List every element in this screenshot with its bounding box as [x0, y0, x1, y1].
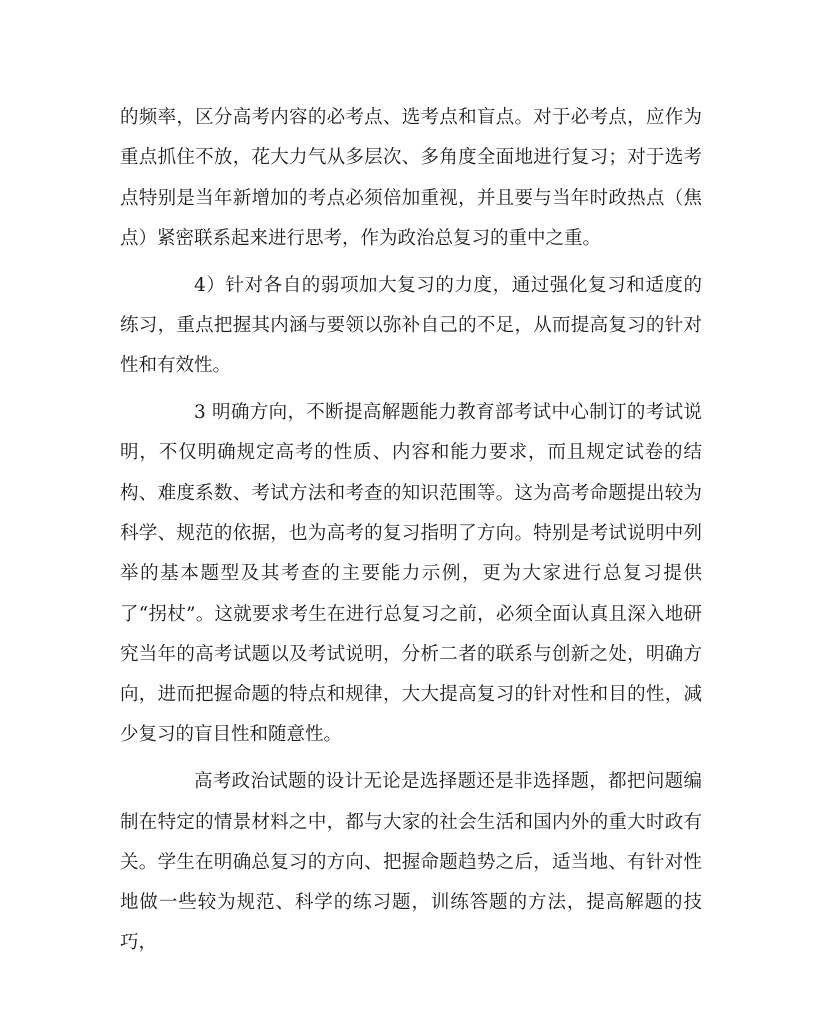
paragraph-clear-direction: 3 明确方向，不断提高解题能力教育部考试中心制订的考试说明，不仅明确规定高考的性质、内容和能力要求，而且规定试卷的结构、难度系数、考试方法和考查的知识范围等。这为高考命题提出较为科学、规范的依据，也为高考的复习指明了方向。特别是考试说明中列举的基本题型及其考查的主要能力示例，更为大家进行总复习提供了“拐杖”。这就要求考生在进行总复习之前，必须全面认真且深入地研究当年的高考试题以及考试说明，分析二者的联系与创新之处，明确方向，进而把握命题的特点和规律，大大提高复习的针对性和目的性，减少复习的盲目性和随意性。: [120, 402, 702, 746]
document-body: [120, 98, 702, 970]
paragraph-exam-design: 高考政治试题的设计无论是选择题还是非选择题，都把问题编制在特定的情景材料之中，都与大家的社会生活和国内外的重大时政有关。学生在明确总复习的方向、把握命题趋势之后，适当地、有针对性地做一些较为规范、科学的练习题，训练答题的方法，提高解题的技巧，: [120, 771, 702, 954]
paragraph-weak-areas: 4）针对各自的弱项加大复习的力度，通过强化复习和适度的练习，重点把握其内涵与要领以弥补自己的不足，从而提高复习的针对性和有效性。: [120, 274, 702, 377]
paragraph-continuation: 的频率，区分高考内容的必考点、选考点和盲点。对于必考点，应作为重点抓住不放，花大力气从多层次、多角度全面地进行复习；对于选考点特别是当年新增加的考点必须倍加重视，并且要与当年时政热点（焦点）紧密联系起来进行思考，作为政治总复习的重中之重。: [120, 107, 702, 249]
